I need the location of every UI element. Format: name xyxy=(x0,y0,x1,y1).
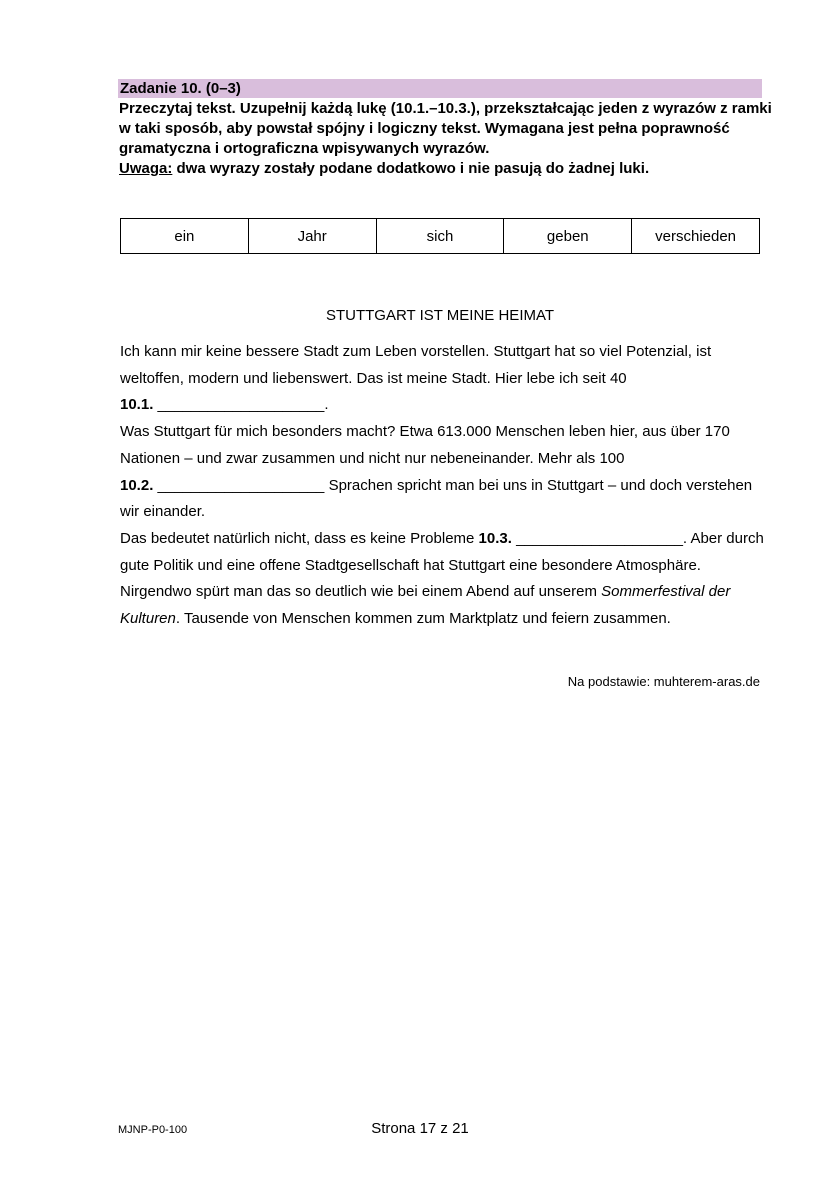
word-box-cell: verschieden xyxy=(632,219,760,254)
text-title: STUTTGART IST MEINE HEIMAT xyxy=(325,307,555,324)
word-box-cell: Jahr xyxy=(248,219,376,254)
task-instructions xyxy=(119,99,779,179)
page-number: Strona 17 z 21 xyxy=(371,1120,469,1137)
task-header: Zadanie 10. (0–3) xyxy=(118,79,762,98)
note-text: dwa wyrazy zostały podane dodatkowo i nie pasują do żadnej luki. xyxy=(172,160,650,177)
gap-1-label: 10.1. xyxy=(120,396,154,414)
gap-3-label: 10.3. xyxy=(478,529,512,547)
gap-1-blank[interactable]: ____________________. xyxy=(153,396,329,414)
instruction-text: Przeczytaj tekst. Uzupełnij każdą lukę (10.1.–10.3.), przekształcając jeden z wyrazów z ramki w taki sposób, aby powstał spójny i logiczny tekst. Wymagana jest pełna poprawność gramatyczna i ortograficzna wpisywanych wyrazów. xyxy=(119,100,772,157)
gap-2-label: 10.2. xyxy=(120,476,154,494)
festival-name: Sommerfestival der Kulturen xyxy=(120,583,731,628)
gap-3-blank[interactable]: ____________________. xyxy=(511,529,691,547)
body-text xyxy=(120,339,770,633)
word-box-cell: ein xyxy=(121,219,249,254)
paragraph-2-rest: Sprachen spricht man bei uns in Stuttgart – und doch verstehen wir einander. xyxy=(120,476,753,521)
word-box-cell: sich xyxy=(376,219,504,254)
exam-code: MJNP-P0-100 xyxy=(118,1124,188,1136)
paragraph-2: Was Stuttgart für mich besonders macht? Etwa 613.000 Menschen leben hier, aus über 170 Nationen – und zwar zusammen und nicht nur nebeneinander. Mehr als 100 xyxy=(120,423,730,467)
word-box xyxy=(120,218,760,254)
gap-2-blank[interactable]: ____________________ xyxy=(153,476,329,494)
paragraph-3-end: . Tausende von Menschen kommen zum Marktplatz und feiern zusammen. xyxy=(175,610,671,628)
paragraph-3-start: Das bedeutet natürlich nicht, dass es keine Probleme xyxy=(120,529,479,547)
note-label: Uwaga: xyxy=(119,160,173,177)
word-box-cell: geben xyxy=(504,219,632,254)
paragraph-1: Ich kann mir keine bessere Stadt zum Leben vorstellen. Stuttgart hat so viel Potenzial, ist weltoffen, modern und liebenswert. Das ist meine Stadt. Hier lebe ich seit 40 xyxy=(120,343,712,387)
paragraph-3-rest: Aber durch gute Politik und eine offene Stadtgesellschaft hat Stuttgart eine besondere Atmosphäre. Nirgendwo spürt man das so deutlich wie bei einem Abend auf unserem xyxy=(120,529,764,601)
source-citation: Na podstawie: muhterem-aras.de xyxy=(567,674,760,689)
